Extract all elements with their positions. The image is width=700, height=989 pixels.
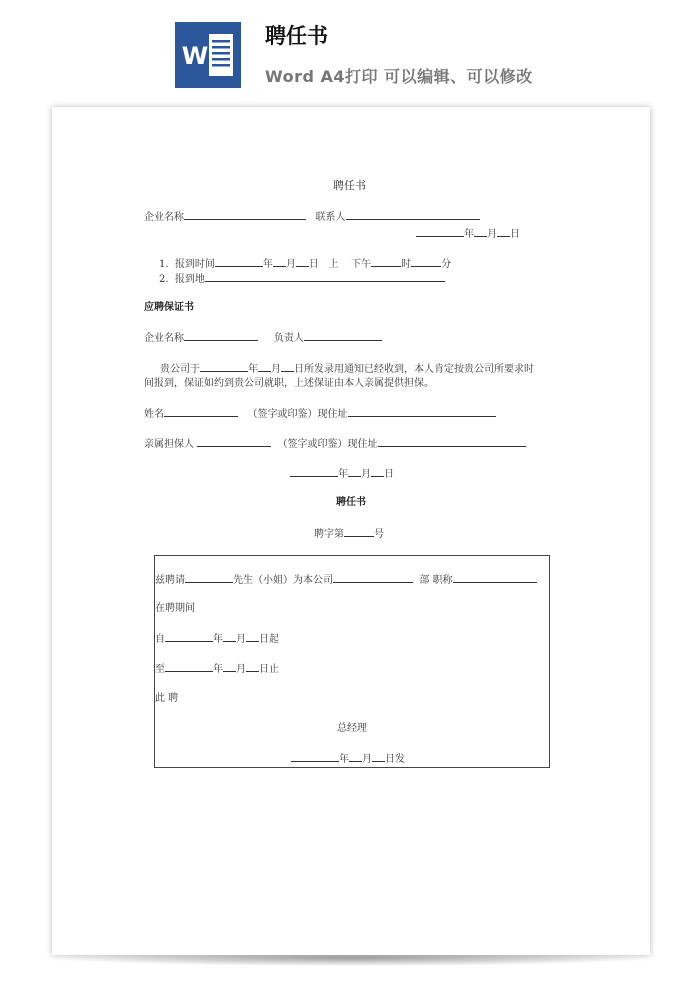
document-page [52,107,650,955]
word-icon [175,22,241,88]
relative-line: 亲属担保人 （签字或印鉴）现住址 [144,437,526,451]
page-subtitle: Word A4打印 可以编辑、可以修改 [265,67,533,86]
guarantee-date: 年 月 日 [290,467,394,481]
item-1: 1. 报到时间 年 月 日 上 下午 时 分 [159,259,452,270]
box-line-5: 此 聘 [155,693,179,704]
name-line: 姓名 （签字或印鉴）现住址 [144,407,496,421]
guarantee-para-2: 间报到，保证如约到贵公司就职，上述保证由本人亲属提供担保。 [144,378,434,389]
box-line-2: 在聘期间 [155,603,195,614]
item-2: 2. 报到地 [159,272,445,286]
company-label: 企业名称 [144,212,184,223]
word-icon-letter: W [181,42,209,70]
box-line-3: 自 年 月 日起 [155,634,279,645]
issue-date: 年 月 日发 [291,752,405,766]
contact-blank [346,210,480,220]
appoint-title: 聘任书 [336,497,366,508]
contact-label: 联系人 [315,212,346,223]
box-line-1: 兹聘请 先生（小姐）为本公司 部 职称 [155,573,537,587]
appointment-box [154,555,550,768]
company-line [144,210,480,224]
header [0,0,700,100]
manager-label: 总经理 [337,723,367,734]
company-blank [184,210,306,220]
guarantee-para-1: 贵公司于 年 月 日所发录用通知已经收到，本人肯定按贵公司所要求时 [160,364,534,375]
appoint-number: 聘字第 号 [314,529,384,540]
box-line-4: 至 年 月 日止 [155,664,279,675]
page-title: 聘任书 [265,24,328,48]
company2-line: 企业名称 负责人 [144,331,382,345]
doc-title: 聘任书 [333,179,366,192]
guarantee-title: 应聘保证书 [144,302,194,313]
top-date: 年 月 日 [416,227,520,241]
